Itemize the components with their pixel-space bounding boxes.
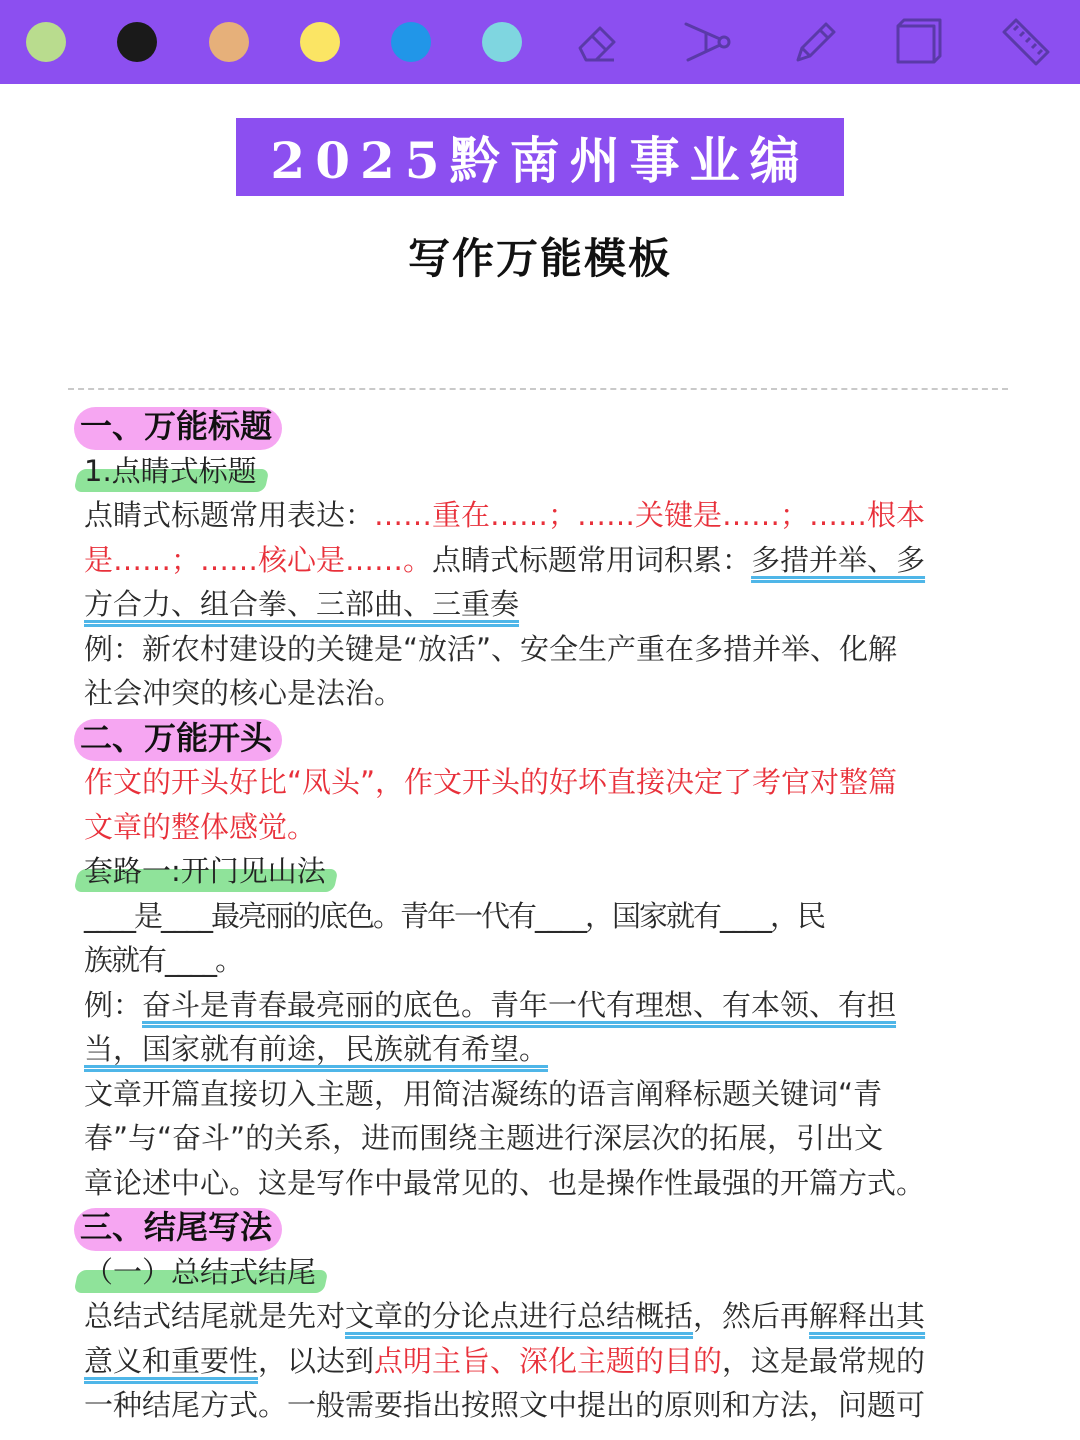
paragraph-line: 春”与“奋斗”的关系，进而围绕主题进行深层次的拓展，引出文	[84, 1121, 884, 1155]
paragraph-line	[84, 493, 996, 538]
paragraph-line: 章论述中心。这是写作中最常见的、也是操作性最强的开篇方式。	[84, 1165, 926, 1200]
underlined-text: 奋斗是青春最亮丽的底色。青年一代有理想、有本领、有担	[142, 987, 897, 1022]
red-text: ……重在……；……关键是……；……根本	[374, 498, 926, 532]
toolbar	[0, 0, 1080, 84]
underlined-text: 意义和重要性	[84, 1343, 259, 1378]
pencil-icon[interactable]	[788, 14, 844, 70]
text-span: 例：	[84, 987, 143, 1022]
paragraph-line	[84, 1027, 996, 1072]
paragraph-line: 作文的开头好比“凤头”，作文开头的好坏直接决定了考官对整篇	[84, 765, 898, 799]
swatch-blue[interactable]	[391, 22, 431, 62]
paragraph-line: 社会冲突的核心是法治。	[84, 676, 404, 710]
swatch-light-green[interactable]	[26, 22, 66, 62]
text-span: 点睛式标题常用表达：	[84, 498, 375, 532]
paragraph-line: 文章开篇直接切入主题，用简洁凝练的语言阐释标题关键词“青	[84, 1076, 883, 1111]
paragraph-line: 文章的整体感觉。	[84, 809, 317, 844]
page-title: 2025黔南州事业编	[270, 131, 810, 190]
ruler-icon[interactable]	[998, 14, 1054, 70]
swatch-yellow[interactable]	[300, 22, 340, 62]
section-heading: 二、万能开头	[78, 716, 278, 761]
title-banner	[236, 118, 844, 196]
underlined-text: 方合力、组合拳、三部曲、三重奏	[84, 587, 520, 621]
swatch-tan[interactable]	[209, 22, 249, 62]
square-icon[interactable]	[890, 14, 946, 70]
paragraph-line: 族就有____。	[84, 943, 243, 977]
swatch-light-blue[interactable]	[482, 22, 522, 62]
underlined-text: 文章的分论点进行总结概括	[345, 1299, 694, 1333]
divider	[68, 388, 1008, 390]
paragraph-line	[84, 582, 996, 627]
paragraph-line: ____是____最亮丽的底色。青年一代有____，国家就有____，民	[84, 898, 825, 933]
underlined-text: 多措并举、多	[751, 542, 926, 577]
eraser-icon[interactable]	[570, 14, 626, 70]
text-span: 总结式结尾就是先对	[84, 1299, 346, 1333]
page-subtitle: 写作万能模板	[407, 234, 672, 283]
paragraph-line: 一种结尾方式。一般需要指出按照文中提出的原则和方法，问题可	[84, 1388, 926, 1422]
text-span: ，然后再	[693, 1299, 810, 1333]
paragraph-line	[84, 1339, 996, 1384]
text-span: 点睛式标题常用词积累：	[432, 542, 752, 577]
text-span: ，以达到	[258, 1343, 375, 1378]
paragraph-line	[84, 983, 996, 1028]
section-heading: 一、万能标题	[78, 404, 278, 449]
section-heading: 三、结尾写法	[78, 1205, 278, 1250]
red-text: 是……；……核心是……。	[84, 542, 433, 577]
compass-icon[interactable]	[680, 14, 736, 70]
paragraph-line	[84, 1294, 996, 1339]
text-span: ，这是最常规的	[722, 1343, 926, 1378]
subheading: 1.点睛式标题	[84, 449, 263, 494]
swatch-black[interactable]	[117, 22, 157, 62]
underlined-text: 解释出其	[809, 1299, 926, 1333]
paragraph-line	[84, 538, 996, 583]
subheading: 套路一:开门见山法	[84, 849, 332, 894]
underlined-text: 当，国家就有前途，民族就有希望。	[84, 1032, 549, 1066]
paragraph-line: 例：新农村建设的关键是“放活”、安全生产重在多措并举、化解	[84, 631, 898, 666]
red-text: 点明主旨、深化主题的目的	[374, 1343, 723, 1378]
document-body	[80, 404, 996, 1428]
subheading: （一）总结式结尾	[84, 1250, 322, 1295]
